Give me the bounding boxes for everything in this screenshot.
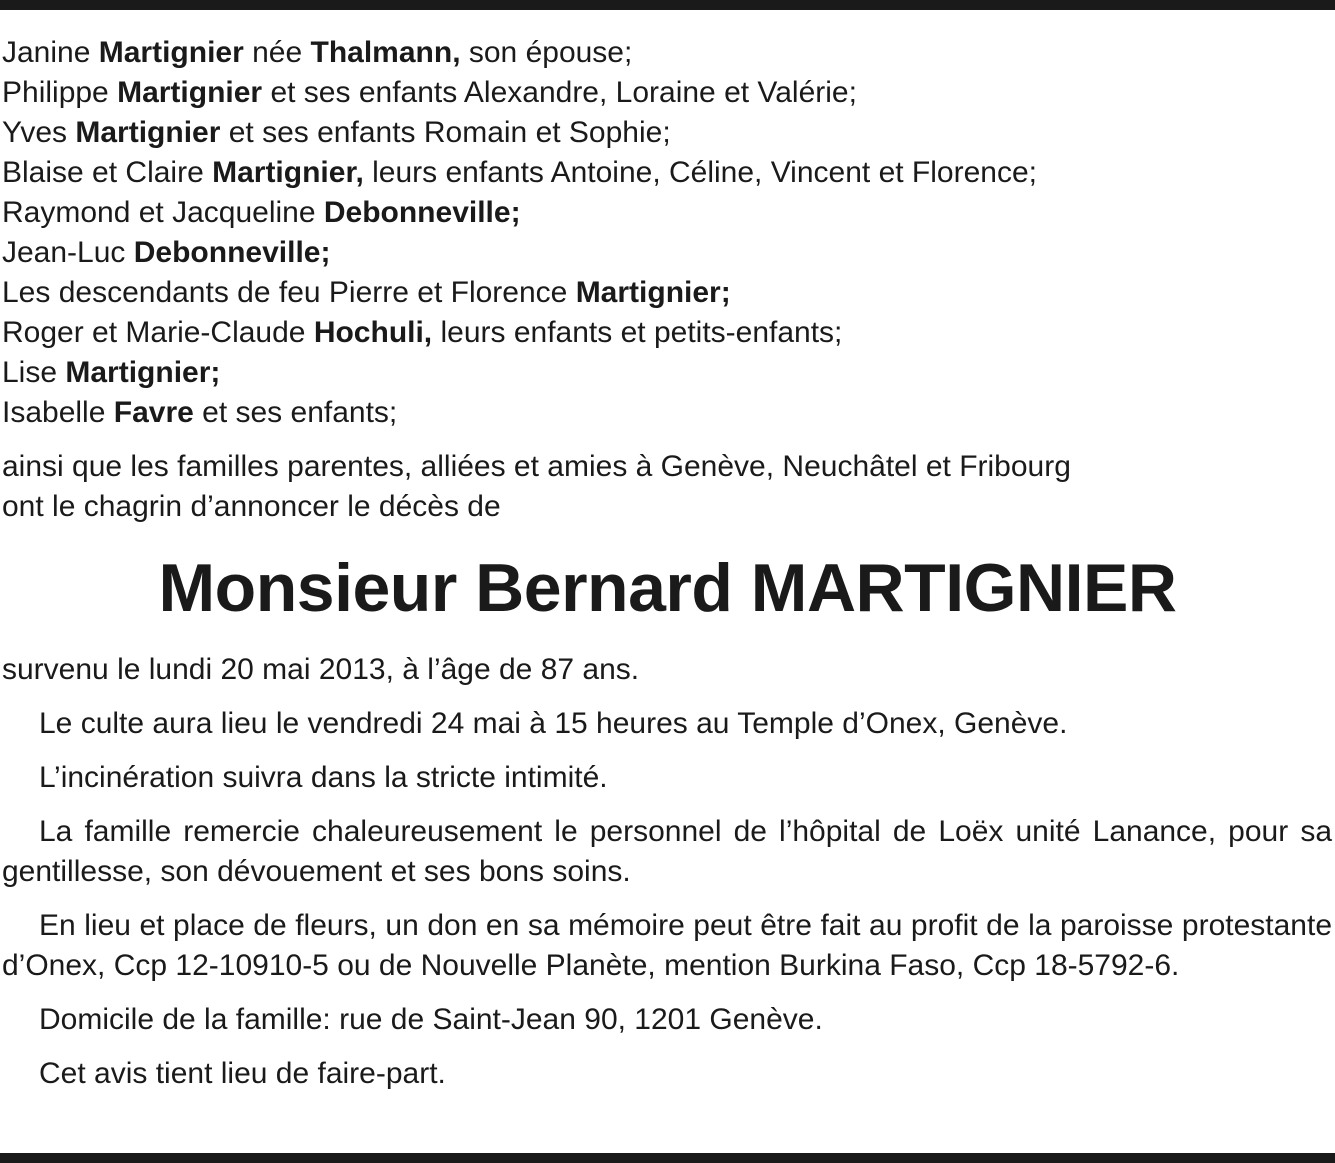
family-surname: Hochuli, [313,316,433,349]
thanks-paragraph: La famille remercie chaleureusement le personnel de l’hôpital de Loëx unité Lanance, pour sa gentillesse, son dévouement et ses bons soins. [2,815,1332,888]
family-line: Yves Martignier et ses enfants Romain et Sophie; [2,116,671,149]
family-surname: Martignier [117,76,263,109]
intro-line-relatives: ainsi que les familles parentes, alliées et amies à Genève, Neuchâtel et Fribourg [2,450,1071,483]
family-mourners-list [2,33,1332,433]
family-line: Isabelle Favre et ses enfants; [2,396,398,429]
family-surname: Martignier [98,36,244,69]
family-maiden-name: Thalmann, [310,36,461,69]
family-line: Lise Martignier; [2,356,221,389]
family-line: Philippe Martignier et ses enfants Alexandre, Loraine et Valérie; [2,76,857,109]
family-surname: Favre [113,396,194,429]
notice-statement: Cet avis tient lieu de faire-part. [39,1057,446,1090]
obituary-details [2,650,1332,1108]
family-line: Janine Martignier née Thalmann, son épouse; [2,36,633,69]
family-line: Raymond et Jacqueline Debonneville; [2,196,521,229]
deceased-name-heading: Monsieur Bernard MARTIGNIER [158,550,1177,626]
family-line: Les descendants de feu Pierre et Florence Martignier; [2,276,731,309]
family-line: Blaise et Claire Martignier, leurs enfants Antoine, Céline, Vincent et Florence; [2,156,1037,189]
donations-paragraph: En lieu et place de fleurs, un don en sa mémoire peut être fait au profit de la paroisse protestante d’Onex, Ccp 12-10910-5 ou de Nouvelle Planète, mention Burkina Faso, Ccp 18-5792-6. [2,909,1332,982]
family-surname: Martignier; [575,276,731,309]
bottom-border-rule [0,1153,1335,1163]
intro-line-announcement: ont le chagrin d’annoncer le décès de [2,490,501,523]
ceremony-info: Le culte aura lieu le vendredi 24 mai à 15 heures au Temple d’Onex, Genève. [39,707,1068,740]
family-surname: Debonneville; [323,196,521,229]
family-address: Domicile de la famille: rue de Saint-Jean 90, 1201 Genève. [39,1003,823,1036]
cremation-info: L’incinération suivra dans la stricte intimité. [39,761,608,794]
family-surname: Martignier [75,116,221,149]
death-date-age: survenu le lundi 20 mai 2013, à l’âge de 87 ans. [2,653,640,686]
family-surname: Debonneville; [133,236,331,269]
family-surname: Martignier; [65,356,221,389]
family-line: Roger et Marie-Claude Hochuli, leurs enfants et petits-enfants; [2,316,843,349]
announcement-intro [2,447,1332,527]
top-border-rule [0,0,1335,10]
family-line: Jean-Luc Debonneville; [2,236,331,269]
family-surname: Martignier, [212,156,364,189]
